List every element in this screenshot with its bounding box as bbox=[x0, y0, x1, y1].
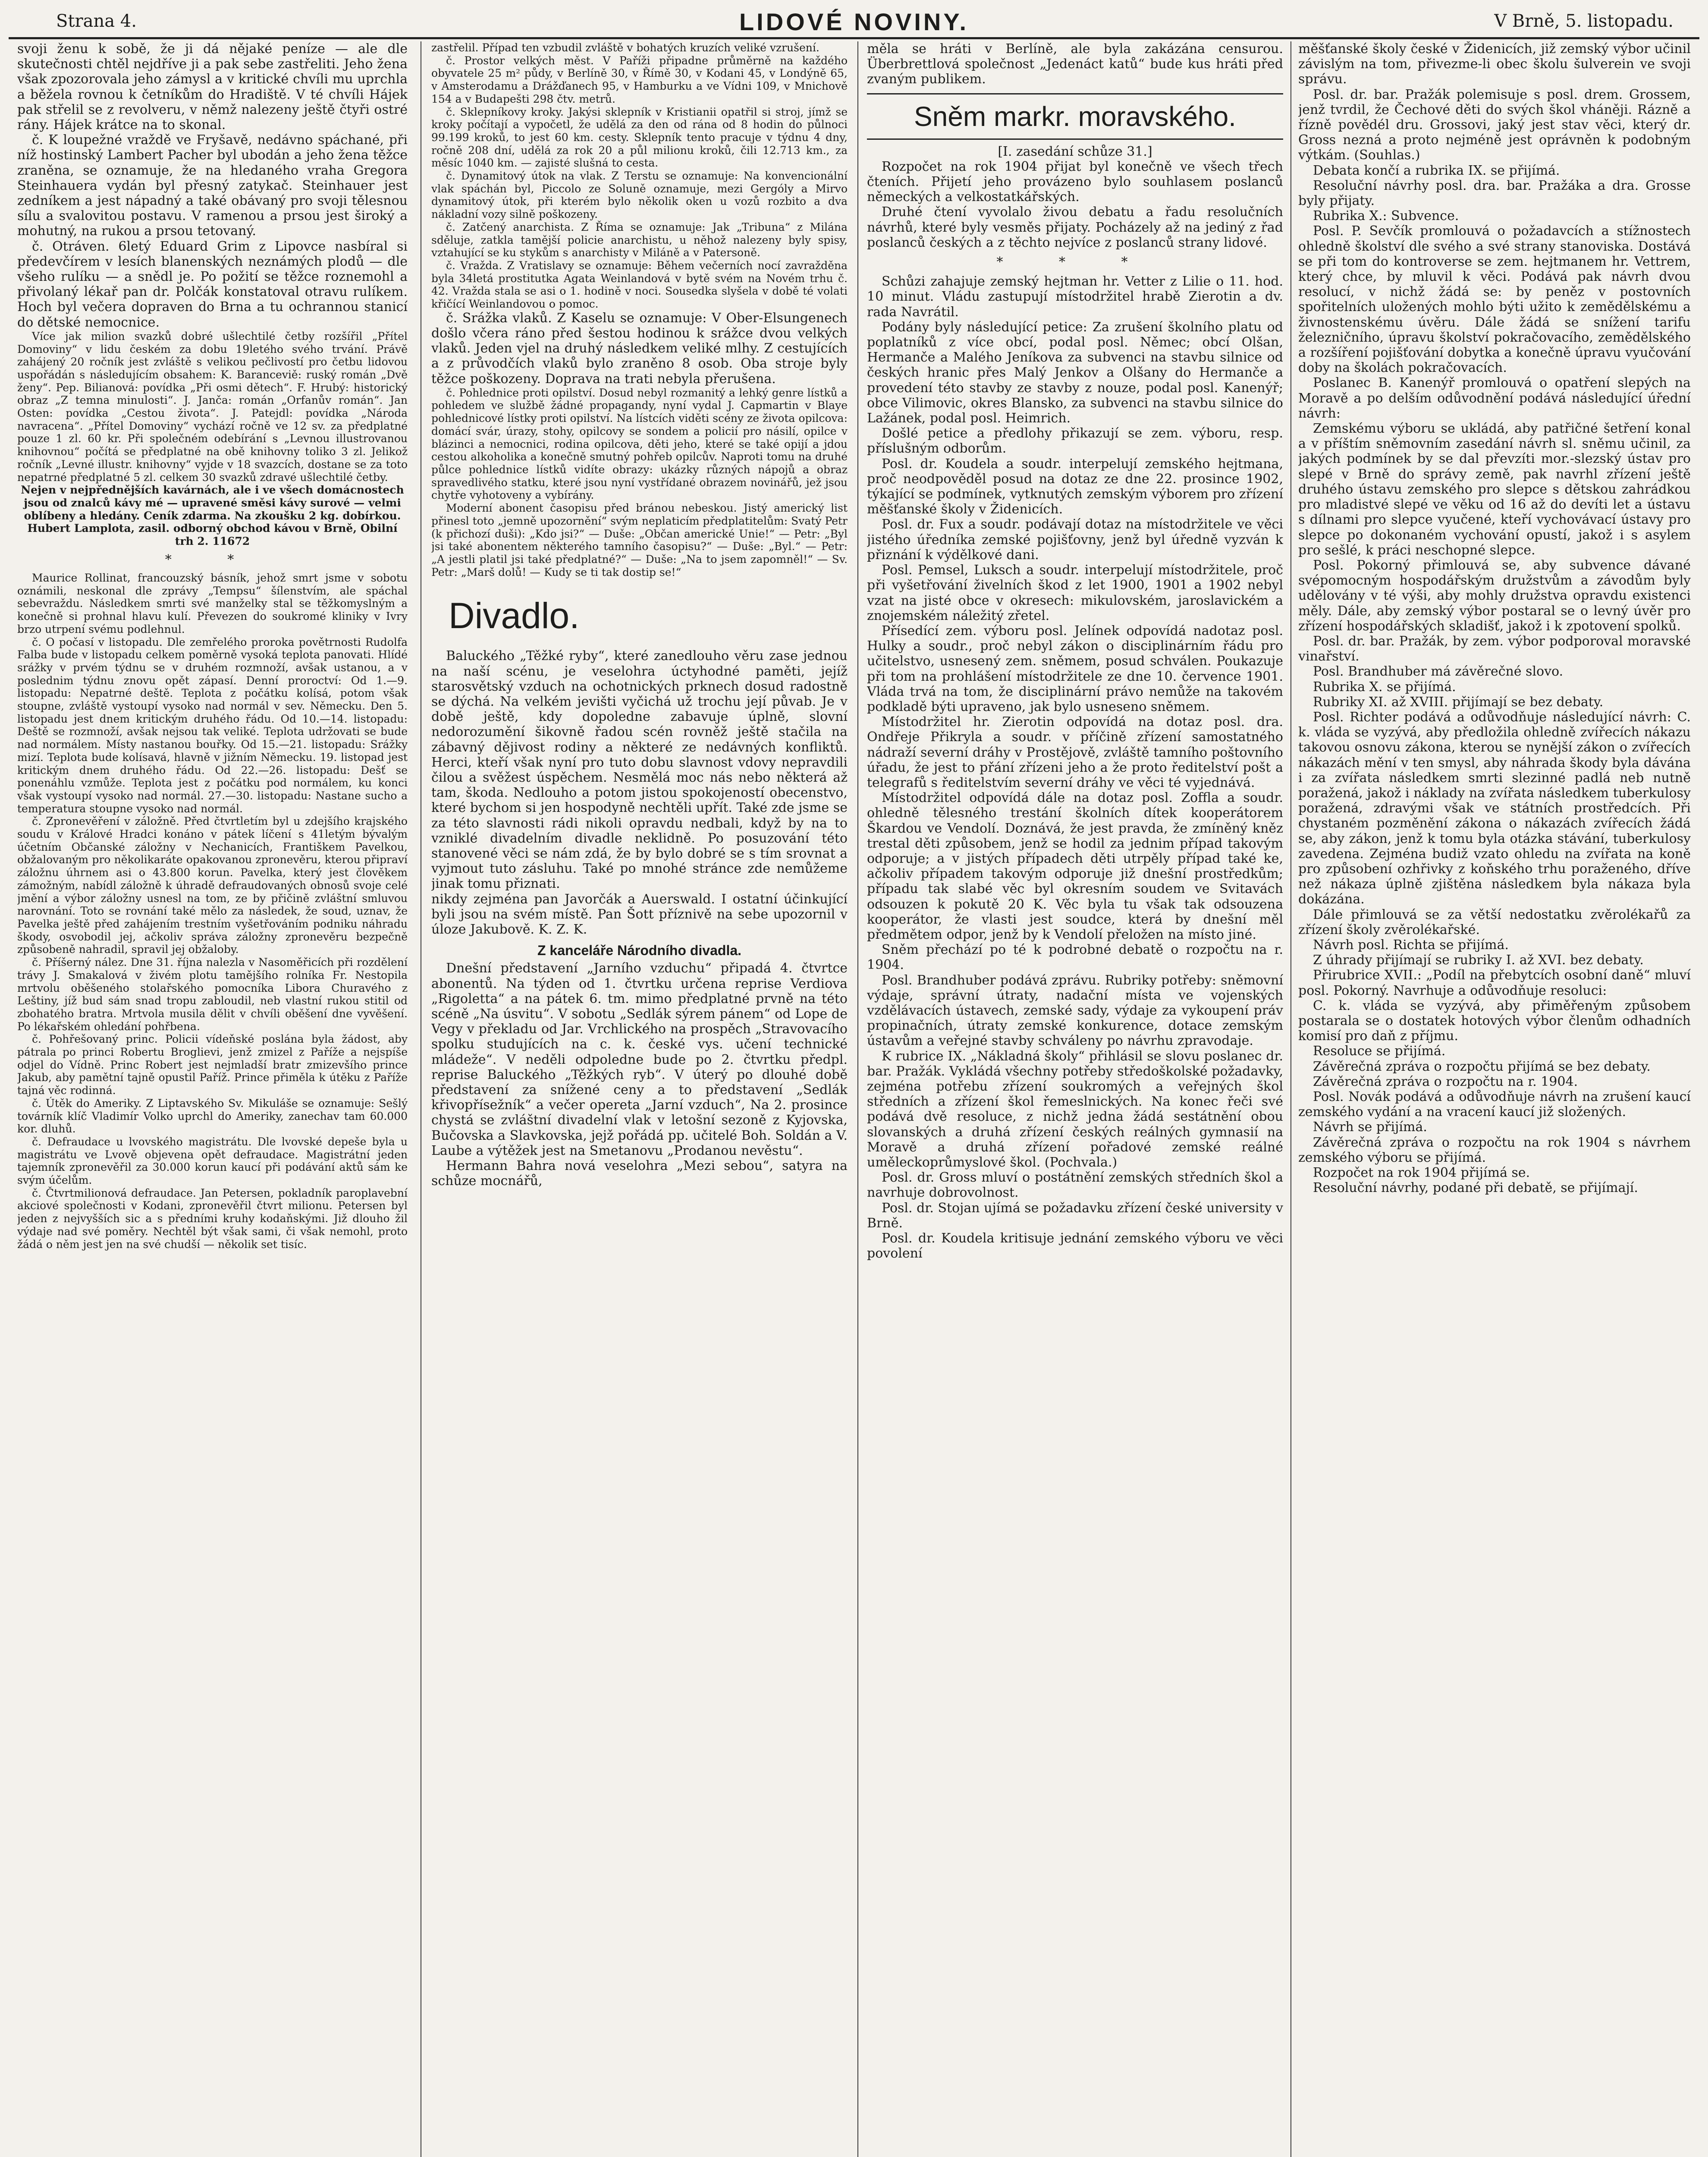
article-paragraph: Dále přimlouvá se za větší nedostatku zvěrolékařů za zřízení školy zvěrolékařské. bbox=[1298, 907, 1691, 937]
article-paragraph: Posl. dr. bar. Pražák, by zem. výbor podporoval moravské vinařství. bbox=[1298, 633, 1691, 664]
column-1 bbox=[17, 41, 408, 2157]
article-paragraph: Posl. Novák podává a odůvodňuje návrh na zrušení kaucí zemského vydání a na vracení kaucí již složených. bbox=[1298, 1089, 1691, 1120]
section-subtitle: [I. zasedání schůze 31.] bbox=[998, 144, 1152, 159]
article-paragraph: Závěrečná zpráva o rozpočtu přijímá se bez debaty. bbox=[1313, 1059, 1651, 1074]
article-paragraph: Posl. Pemsel, Luksch a soudr. interpelují místodržitele, proč při vyšetřování živelních škod z let 1900, 1901 a 1902 nebyl vzat na jisté obce v okresech: mikulovském, jaroslavickém a znojemském náležitý zřetel. bbox=[867, 563, 1283, 623]
column-rule bbox=[857, 41, 858, 2157]
article-paragraph: č. K loupežné vraždě ve Fryšavě, nedávno spáchané, při níž hostinský Lambert Pacher byl ubodán a jeho žena těžce zraněna, se oznamuje, že na hledaného vraha Gregora Steinhauera vydán byl přesný zatykač. Steinhauer jest zedníkem a jest nápadný a také obávaný pro svoji tělesnou sílu a svalovitou postavu. V ramenou a prsou jest široký a mohutný, na rukou a prsou tetovaný. bbox=[17, 132, 408, 239]
column-3 bbox=[867, 41, 1283, 2157]
article-paragraph: č. Sklepníkovy kroky. Jakýsi sklepník v Kristianii opatřil si stroj, jímž se kroky počítají a vypočetl, že udělá za den od rána od 8 hodin do půlnoci 99.199 kroků, to jest 60 km. cesty. Sklepník tento pracuje v týdnu 4 dny, ročně 208 dní, udělá za rok 20 a půl milionu kroků, čili 12.713 km., za měsíc 1040 km. — zajisté slušná to cesta. bbox=[431, 105, 848, 170]
article-paragraph: Posl. dr. Gross mluví o postátnění zemských středních škol a navrhuje dobrovolnost. bbox=[867, 1170, 1283, 1201]
article-paragraph: č. Pohřešovaný princ. Policii vídeňské poslána byla žádost, aby pátrala po princi Robertu Broglievi, jenž zmizel z Paříže a nejspíše odjel do Vídně. Princ Robert jest nejmladší bratr zmizevšího prince Jakub, aby pamětní tajně opustil Paříž. Prince přiměla k útěku z Paříže tajná věc rodinná. bbox=[17, 1033, 408, 1097]
article-paragraph: Resoluční návrhy, podané při debatě, se přijímají. bbox=[1313, 1180, 1638, 1196]
article-paragraph: Moderní abonent časopisu před bránou nebeskou. Jistý americký list přinesl toto „jemně upozornění“ svým neplaticím předplatitelům: Svatý Petr (k přichozí duši): „Kdo jsi?“ — Duše: „Občan americké Unie!“ — Petr: „Byl jsi také abonentem některého tamního časopisu?“ — Duše: „Byl.“ — Petr: „A jestli platil jsi také předplatné?“ — Duše: „Na to jsem zapomněl!“ — Sv. Petr: „Marš dolů! — Kudy se ti tak dostip se!“ bbox=[431, 502, 848, 579]
advert-code: 11672 bbox=[212, 535, 250, 548]
article-paragraph: č. Prostor velkých měst. V Paříži připadne průměrně na každého obyvatele 25 m² půdy, v Berlíně 30, v Římě 30, v Kodani 45, v Londýně 65, v Amsterodamu a Drážďanech 95, v Hamburku a ve Vídni 109, v Mnichově 154 a v Budapešti 298 čtv. metrů. bbox=[431, 54, 848, 105]
article-paragraph: Místodržitel odpovídá dále na dotaz posl. Zoffla a soudr. ohledně tělesného trestání školních dítek kooperátorem Škardou ve Vendolí. Doznává, že jest pravda, že zmíněný kněz trestal děti způsobem, jenž se hodil za jednim případ takovým odporuje; a v jistých případech děti utrpěly případ také ke, ačkoliv případem takovým odporuje již dnešní prostředkům; případu tak slabé věc byl okresním soudem ve Svitavách odsouzen k pokutě 20 K. Věc byla tu však tak odsouzena kooperátor, že vlasti jest soudce, která by dnešní měl předmětem odpor, jenž by k Vendolí přeložen na místo jiné. bbox=[867, 790, 1283, 942]
article-paragraph: Podány byly následující petice: Za zrušení školního platu od poplatníků z více obcí, podal posl. Němec; obcí Olšan, Hermanče a Malého Jeníkova za subvenci na stavbu silnice od českých hranic přes Malý Jenkov a Olšany do Hermanče a provedení této stavby ze stavby z nouze, podal posl. Kanenýř; obce Vilimovic, okres Blansko, za subvenci na stavbu silnice do Lažánek, podal posl. Heimrich. bbox=[867, 319, 1283, 426]
article-paragraph: č. Vražda. Z Vratislavy se oznamuje: Během večerních nocí zavražděna byla 34letá prostitutka Agata Weinlandová v bytě svém na Novém trhu č. 42. Vražda stala se asi o 1. hodině v noci. Sousedka slyšela v době té volati křičící Weinlandovou o pomoc. bbox=[431, 259, 848, 311]
page-header bbox=[9, 0, 1699, 39]
section-title-divadlo: Divadlo. bbox=[449, 595, 580, 636]
article-paragraph: C. k. vláda se vyzývá, aby přiměřeným způsobem postarala se o dostatek hotových výbor členům odhadních komisí pro daň z příjmu. bbox=[1298, 998, 1691, 1044]
column-4 bbox=[1298, 41, 1691, 2157]
article-paragraph: Sněm přechází po té k podrobné debatě o rozpočtu na r. 1904. bbox=[867, 942, 1283, 973]
article-paragraph: Schůzi zahajuje zemský hejtman hr. Vetter z Lilie o 11. hod. 10 minut. Vládu zastupují místodržitel hrabě Zierotin a dv. rada Navrátil. bbox=[867, 274, 1283, 320]
article-paragraph: Resoluce se přijímá. bbox=[1313, 1044, 1446, 1059]
article-paragraph: Posl. dr. Koudela kritisuje jednání zemského výboru ve věci povolení bbox=[867, 1231, 1283, 1261]
article-paragraph: Posl. Brandhuber má závěrečné slovo. bbox=[1313, 664, 1564, 679]
article-paragraph: svoji ženu k sobě, že ji dá nějaké peníze — ale dle skutečnosti chtěl nejdříve ji a pak sebe zastřeliti. Jeho žena však zpozorovala jeho zámysl a v kritické chvíli mu uprchla a běžela rovnou k četníkům do Hradiště. V té chvíli Hájek pak střelil se z revolveru, v němž nalezeny ještě čtyři ostré rány. Hájek krátce na to skonal. bbox=[17, 41, 408, 133]
section-subhead: Z kanceláře Národního divadla. bbox=[537, 943, 742, 959]
article-paragraph: Resoluční návrhy posl. dra. bar. Pražáka a dra. Grosse byly přijaty. bbox=[1298, 178, 1691, 209]
article-paragraph: Návrh posl. Richta se přijímá. bbox=[1313, 937, 1509, 953]
article-paragraph: měšťanské školy české v Židenicích, již zemský výbor učinil závislým na tom, přivezme-li obec školu šulverein ve svoji správu. bbox=[1298, 41, 1691, 87]
article-paragraph: Posl. dr. bar. Pražák polemisuje s posl. drem. Grossem, jenž tvrdil, že Čechové děti do svých škol vháněji. Rázně a řízně povědél dru. Grossovi, jaký jest stav věci, který dr. Gross nezná a proto nejméně jest oprávněn k podobným výtkám. (Souhlas.) bbox=[1298, 87, 1691, 163]
article-paragraph: č. Příšerný nález. Dne 31. října nalezla v Nasoměřicích při rozdělení trávy J. Smakalová v živém plotu tamějšího rolníka Fr. Nestopila mrtvolu oběšeného stolařského pomocníka Libora Churavého z Leštiny, jíž bud sám snad tropu zabloudil, neb vlastní rukou stitil od zbohatého bratra. Mrtvola musila dělit v chvíli oběšení dne vyvěšení. Po lékařském ohledání pohřbena. bbox=[17, 956, 408, 1033]
column-rule bbox=[1290, 41, 1291, 2157]
article-paragraph: Došlé petice a předlohy přikazují se zem. výboru, resp. příslušným odborům. bbox=[867, 426, 1283, 456]
article-paragraph: měla se hráti v Berlíně, ale byla zakázána censurou. Überbrettlová společnost „Jedenáct katů“ bude kus hráti před zvaným publikem. bbox=[867, 41, 1283, 87]
article-paragraph: Posl. Brandhuber podává zprávu. Rubriky potřeby: sněmovní výdaje, správní útraty, nadační místa ve vojenských vzdělávacích ústavech, zemské sady, výdaje za vykoupení práv propinačních, útraty zemské konkurence, dotace zemským ústavům a veřejné stavby schváleny po návrhu zpravodaje. bbox=[867, 972, 1283, 1049]
article-paragraph: č. Defraudace u lvovského magistrátu. Dle lvovské depeše byla u magistrátu ve Lvově objevena opět defraudace. Magistrátní jeden tajemník zpronevěřil za 30.000 korun kaucí při podávání aktů sám ke svým účelům. bbox=[17, 1135, 408, 1187]
advert-paragraph: Více jak milion svazků dobré ušlechtilé četby rozšířil „Přítel Domoviny“ v lidu českém za dobu 19letého svého trvání. Právě zahájený 20 ročník jest zvláště s velikou pečlivostí pro četbu lidovou uspořádán s následujícím obsahem: K. Baranceviě: ruský román „Dvě ženy“. Pep. Bilianová: povídka „Při osmi dětech“. F. Hrubý: historický obraz „Z temna minulosti“. J. Janča: román „Orfanův román“. Jan Osten: povídka „Cestou života“. J. Patejdl: povídka „Národa navracena“. „Přítel Domoviny“ vychází ročně ve 12 sv. za předplatné pouze 1 zl. 60 kr. Při společném odebírání s „Levnou illustrovanou knihovnou“ počítá se předplatné na obě knihovny toliko 3 zl. Jelikož ročník „Levné illustr. knihovny“ vyjde v 18 svazcích, dostane se za toto nepatrné předplatné 5 zl. celkem 30 svazků zdravé ušlechtilé četby. bbox=[17, 330, 408, 484]
separator-stars: * * * bbox=[996, 255, 1154, 270]
article-paragraph: č. O počasí v listopadu. Dle zemřelého proroka povětrnosti Rudolfa Falba bude v listopadu celkem poměrně vysoká teplota panovati. Hlídé srážky v prvém týdnu se v druhém rozmnoží, avšak ustanou, a v poslednim týdnu znovu opět zápasí. Denní proroctví: Od 1.—9. listopadu: Nepatrné deště. Teplota z počátku kolísá, potom však stoupne, zvláště vystoupí vysoko nad normál v sev. Německu. Den 5. listopadu jest dnem kritickým druhého řádu. Od 10.—14. listopadu: Deště se rozmnoží, avšak nejsou tak veliké. Teplota udržovati se bude nad normálem. Místy nastanou bouřky. Od 15.—21. listopadu: Srážky mizí. Teplota bude kolísavá, hlavně v jižním Německu. 19. listopad jest kritickým dnem druhého řádu. Od 22.—26. listopadu: Dešť se ponenáhlu vzmůže. Teplota jest z počátku pod normálem, ku konci však vystoupí vysoko nad normál. 27.—30. listopadu: Nastane sucho a temperatura stoupne vysoko nad normál. bbox=[17, 635, 408, 815]
article-paragraph: č. Zpronevěření v záložně. Před čtvrtletím byl u zdejšího krajského soudu v Králové Hradci konáno v pátek líčení s 41letým bývalým účetním Občanské záložny v Nechanicích, Františkem Pavelkou, obžalovaným pro několikaráte opakovanou zpronevěru, kterou připraví záložnu úhrnem asi o 43.800 korun. Pavelka, který jest člověkem zámožným, nabídl záložně k úhradě defraudovaných obnosů svoje celé jmění a výbor záložny usnesl na tom, ze by přičině zvláštní smluvou narovnání. Toto se rovnání také mělo za následek, že soud, uznav, že Pavelka ještě před zahájením trestním vyšetřováním podniku náhradu škody, osvobodil jej, ačkoliv správa záložny zpronevěru bezpečně způsobeně nahradil, spravil jej obžaloby. bbox=[17, 815, 408, 956]
article-paragraph: Závěrečná zpráva o rozpočtu na r. 1904. bbox=[1313, 1074, 1578, 1089]
article-paragraph: Rozpočet na rok 1904 přijímá se. bbox=[1313, 1165, 1530, 1181]
article-paragraph: Posl. P. Sevčík promlouvá o požadavcích a stížnostech ohledně školství dle svého a své strany stanoviska. Dostává se při tom do kontroverse se zem. hejtmanem hr. Vettrem, který chce, by mluvil k věci. Podává pak návrh dvou resolucí, v nichž žádá se: by peněz v postovních spořitelních uložených mohlo býti užito k zemědělskému a živnostenskému úvěru. Dále žádá se snížení tarifu železničního, úpravu školství pokračovacího, zemědělského a rozšíření pojišťování dobytka a konečně úpravu vyučování doby na školách pokračovacích. bbox=[1298, 223, 1691, 376]
article-paragraph: Posl. dr. Stojan ujímá se požadavku zřízení české university v Brně. bbox=[867, 1200, 1283, 1231]
article-paragraph: Hermann Bahra nová veselohra „Mezi sebou“, satyra na schůze mocnářů, bbox=[431, 1158, 848, 1189]
article-paragraph: Poslanec B. Kanenýř promlouvá o opatření slepých na Moravě a po delším odůvodnění podává následující úřední návrh: bbox=[1298, 375, 1691, 421]
article-paragraph: Rubriky XI. až XVIII. přijímají se bez debaty. bbox=[1313, 694, 1604, 710]
article-paragraph: č. Dynamitový útok na vlak. Z Terstu se oznamuje: Na konvencionální vlak spáchán byl, Piccolo ze Soluně oznamuje, mezi Gergóly a Mirvo dynamitový útok, při kterém bylo několik oken u vozů rozbito a dva nákladní vozy silně poškozeny. bbox=[431, 170, 848, 221]
article-paragraph: Zemskému výboru se ukládá, aby patřičné šetření konal a v příštím sněmovním zasedání návrh sl. sněmu učinil, za jakých podmínek by se dal převzíti mor.-slezský ústav pro slepé v Brně do správy země, pak navrhl zřízení ještě druhého ústavu zemského pro slepce s dětskou zahrádkou pro mladistvé slepé ve věku od 16 až do devíti let a ústavu s dílnami pro slepce vyučené, kteří vychovávací ústavy pro slepce po dokonaném vychování opustí, jakož i s asylem pro sešlé, k práci neschopné slepce. bbox=[1298, 421, 1691, 558]
separator-stars: * * bbox=[165, 552, 260, 567]
article-paragraph: č. Otráven. 6letý Eduard Grim z Lipovce nasbíral si předevčírem v lesích blanenských neznámých plodů — dle všeho rulíku — a snědl je. Po požití se těžce roznemohl a přivolaný lékař pan dr. Polčák konstatoval otravu rulíkem. Hoch byl večera dopraven do Brna a tu ochrannou stanicí do dětské nemocnice. bbox=[17, 239, 408, 330]
article-paragraph: Posl. dr. Fux a soudr. podávají dotaz na místodržitele ve věci jistého úředníka zemské pojišťovny, jenž byl úředně vyzván k přiznání k výdělkové dani. bbox=[867, 517, 1283, 563]
article-paragraph: nikdy zejména pan Javorčák a Auerswald. I ostatní účinkující byli jsou na svém místě. Pan Šott příznivě na sebe upozornil v úloze Jakubově. K. Z. K. bbox=[431, 891, 848, 937]
coffee-advert-text: Nejen v nejpřednějších kavárnách, ale i ve všech domácnostech jsou od znalců kávy mé — upravené směsi kávy surové — velmi oblíbeny a hledány. Ceník zdarma. Na zkoušku 2 kg. dobírkou. Hubert Lamplota, zasil. odborný obchod kávou v Brně, Obilní trh 2. bbox=[21, 484, 404, 548]
coffee-advert bbox=[17, 484, 408, 548]
article-paragraph: Přísedící zem. výboru posl. Jelínek odpovídá nadotaz posl. Hulky a soudr., proč nebyl zákon o disciplinárním řádu pro učitelstvo, usnesený zem. sněmem, posud schválen. Poukazuje při tom na prohlášení místodržitele ze dne 10. července 1901. Vláda trvá na tom, že disciplinární právo nemůže na takovém podkladě býti upraveno, jak bylo usneseno sněmem. bbox=[867, 623, 1283, 714]
newspaper-title: LIDOVÉ NOVINY. bbox=[739, 8, 969, 35]
article-paragraph: č. Čtvrtmilionová defraudace. Jan Petersen, pokladník paroplavební akciové společnosti v Kodani, zpronevěřil čtvrt milionu. Petersen byl jeden z nejvyšších sic a s předními kruhy kodaňskými. Již dlouho žil výdaje nad své poměry. Nechtěl být však sami, či však nemohl, proto žádá o něm jest jen na své chudší — několik set tisíc. bbox=[17, 1186, 408, 1251]
article-paragraph: Posl. Richter podává a odůvodňuje následující návrh: C. k. vláda se vyzývá, aby předložila ohledně zvířecích nákazu takovou osnovu zákona, kterou se nynější zákon o zvířecích nákazách mění v ten smysl, aby náhrada škody byla dávána i za zvířata následkem smrti slezinné padlá neb nutně poražená, jakož i náklady na zvířata následkem tuberkulosy poražená, zdravými však ve státních prostředcích. Při chystaném pozměnění zákona o nákazách zvířecích žádá se, aby zákon, jenž k tomu byla otázka stávání, tuberkulosy zavedena. Zejména budiž vzato ohledu na zvířata na koně pro způsobení ozhřivky z koňského trhu poraženého, dříve než nákaza úplně zjištěna následkem byla nákaza byla dokázána. bbox=[1298, 709, 1691, 907]
column-2 bbox=[431, 41, 848, 2157]
article-paragraph: Rubrika X.: Subvence. bbox=[1313, 208, 1459, 224]
article-paragraph: č. Srážka vlaků. Z Kaselu se oznamuje: V Ober-Elsungenech došlo včera ráno před šestou hodinou k srážce dvou velkých vlaků. Jeden vjel na druhý následkem veliké mlhy. Z cestujících a z průvodčích vlaků bylo zraněno 8 osob. Oba stroje byly těžce poškozeny. Doprava na trati nebyla přerušena. bbox=[431, 310, 848, 387]
article-paragraph: Rozpočet na rok 1904 přijat byl konečně ve všech třech čteních. Přijetí jeho provázeno bylo souhlasem poslanců německých a velkostatkářských. bbox=[867, 159, 1283, 205]
article-paragraph: Druhé čtení vyvolalo živou debatu a řadu resolučních návrhů, které byly vesměs přijaty. Pocházely až na jediný z řad poslanců českých a z těchto nejvíce z poslanců strany lidové. bbox=[867, 204, 1283, 250]
article-paragraph: K rubrice IX. „Nákladná školy“ přihlásil se slovu poslanec dr. bar. Pražák. Vykládá všechny potřeby středoškolské požadavky, zejména potřebu zřízení soukromých a veřejných škol středních a zřízení škol řemeslnických. Na konec řeči své podává dvě resoluce, z nichž jedna žádá sestátnění obou slovanských a druhá zřízení českých reálných gymnasií na Moravě a druhá zřízení pořadové zemské reálné uměleckoprůmyslové škol. (Pochvala.) bbox=[867, 1048, 1283, 1170]
article-paragraph: č. Zatčený anarchista. Z Říma se oznamuje: Jak „Tribuna“ z Milána sděluje, zatkla tamější policie anarchistu, u něhož nalezeny byly spisy, vztahující se ku stykům s anarchisty v Miláně a v Patersoně. bbox=[431, 220, 848, 259]
page-number: Strana 4. bbox=[56, 11, 137, 31]
article-paragraph: Debata končí a rubrika IX. se přijímá. bbox=[1313, 163, 1560, 178]
article-paragraph: Návrh se přijímá. bbox=[1313, 1119, 1427, 1135]
article-paragraph: Dnešní představení „Jarního vzduchu“ připadá 4. čtvrtce abonentů. Na týden od 1. čtvrtku určena reprise Verdiova „Rigoletta“ a na pátek 6. tm. mimo předplatné prvně na této scéně „Na úsvitu“. V sobotu „Sedlák sýrem pánem“ od Lope de Vegy v překladu od Jar. Vrchlického na prospěch „Stravovacího spolku studujících na c. k. české vys. učení technické mládeže“. V neděli odpoledne bude po 2. čtvrtku předpl. reprise Baluckého „Těžkých ryb“. V úterý po dlouhé době představení za snížené ceny a to představení „Sedlák křivopřísežník“ a večer opereta „Jarní vzduch“, Na 2. prosince chystá se zvláštní divadelní vlak v letošní sezoně z Kyjovska, Bučovska a Slavkovska, jejž pořádá pp. učitelé Boh. Soldán a V. Laube a výtěžek jest na Smetanovu „Prodanou nevěstu“. bbox=[431, 961, 848, 1158]
article-paragraph: Rubrika X. se přijímá. bbox=[1313, 679, 1456, 695]
article-paragraph: Baluckého „Těžké ryby“, které zanedlouho věru zase jednou na naší scénu, je veselohra úctyhodné paměti, jejíž starosvětský vzduch na ochotnických prknech dosud radostně se dýchá. Na velkém jevišti vyčichá už trochu její půvab. Je v době ještě, kdy dopoledne zabavuje úplně, slovní nedorozumění šikovně řadou scén rovněž ještě stačila na zábavný dějivost rodiny a některé ze nedávných konfliktů. Herci, kteří však nyní pro tuto dobu slavnost vdovy nepravdili čilou a svěžest úspěchem. Nesmělá moc nás nebo některá až tam, škoda. Nedlouho a potom jistou spokojeností obecenstvo, které bychom si jen hospodyně nechtěli upřít. Také zde jsme se za této slavnosti rádi nikoli opravdu nedbali, když by na to vzniklé divadelním divadle neklidně. Po posuzování této stanovené věci se nám zdá, že by bylo dobré se s tím srovnat a vyjmout tuto zásluhu. Také po mnohé stránce zde nemůžeme jinak tomu přiznati. bbox=[431, 648, 848, 892]
article-paragraph: Z úhrady přijímají se rubriky I. až XVI. bez debaty. bbox=[1313, 953, 1644, 968]
article-paragraph: zastřelil. Případ ten vzbudil zvláště v bohatých kruzích veliké vzrušení. bbox=[431, 41, 819, 54]
article-paragraph: Posl. dr. Koudela a soudr. interpelují zemského hejtmana, proč neodpověděl posud na dotaz ze dne 22. prosince 1902, týkající se podmínek, vytknutých zemským výborem pro zřízení měšťanské školy v Židenicích. bbox=[867, 456, 1283, 517]
issue-date: V Brně, 5. listopadu. bbox=[1494, 11, 1673, 31]
article-paragraph: č. Útěk do Ameriky. Z Liptavského Sv. Mikuláše se oznamuje: Sešlý továrník klíč Vladimír Volko uprchl do Ameriky, zanechav tam 60.000 kor. dluhů. bbox=[17, 1097, 408, 1135]
article-paragraph: č. Pohlednice proti opilství. Dosud nebyl rozmanitý a lehký genre lístků a pohledem ve službě žádné propagandy, nyní vydal J. Capmartin v Blaye pohlednicové lístky proti opilství. Na lístcích viděti scény ze života opilcova: domácí svár, úrazy, stohy, opilcovy se sondem a policií pro násilí, opilce v blázinci a nemocnici, rodina opilcova, děti jeho, které se také opijí a jdou cestou alkoholika a konečně smutný pohřeb opilcův. Naproti tomu na druhé půlce pohlednice lístků vidíte obrazy: ukázky různých nápojů a obraz spravedlivého statku, které jsou nyní vystřídané obrazem novinářů, jež jsou chytře vyhotoveny a vybírány. bbox=[431, 386, 848, 502]
article-paragraph: Místodržitel hr. Zierotin odpovídá na dotaz posl. dra. Ondřeje Přikryla a soudr. v příčině zřízení samostatného nádraží severní dráhy v Prostějově, zvláště tamního poštovního úřadu, že jest to přání zřízeni jeho a že proto ředitelství pošt a telegrafů s ředitelstvím severní dráhy ve věci té vyjednává. bbox=[867, 714, 1283, 790]
section-title-snem: Sněm markr. moravského. bbox=[867, 93, 1283, 140]
article-paragraph: Přirubrice XVII.: „Podíl na přebytcích osobní daně“ mluví posl. Pokorný. Navrhuje a odůvodňuje resoluci: bbox=[1298, 968, 1691, 998]
article-paragraph: Posl. Pokorný přimlouvá se, aby subvence dávané svépomocným hospodářským družstvům a závodům byly udělovány v té výši, aby mohly družstva opravdu existenci měly. Dále, aby zemský výbor postaral se o levný úvěr pro zřízení hospodářských skladišť, jakož i k zpotovení spolků. bbox=[1298, 557, 1691, 634]
article-paragraph: Závěrečná zpráva o rozpočtu na rok 1904 s návrhem zemského výboru se přijímá. bbox=[1298, 1135, 1691, 1165]
article-paragraph: Maurice Rollinat, francouzský básník, jehož smrt jsme v sobotu oznámili, neskonal dle zprávy „Tempsu“ šílenstvím, ale spáchal sebevraždu. Následkem smrti své manželky stal se těžkomyslným a konečně si prohnal hlavu kulí. Převezen do soukromé kliniky v Ivry brzo utrpení svému podlehnul. bbox=[17, 572, 408, 635]
